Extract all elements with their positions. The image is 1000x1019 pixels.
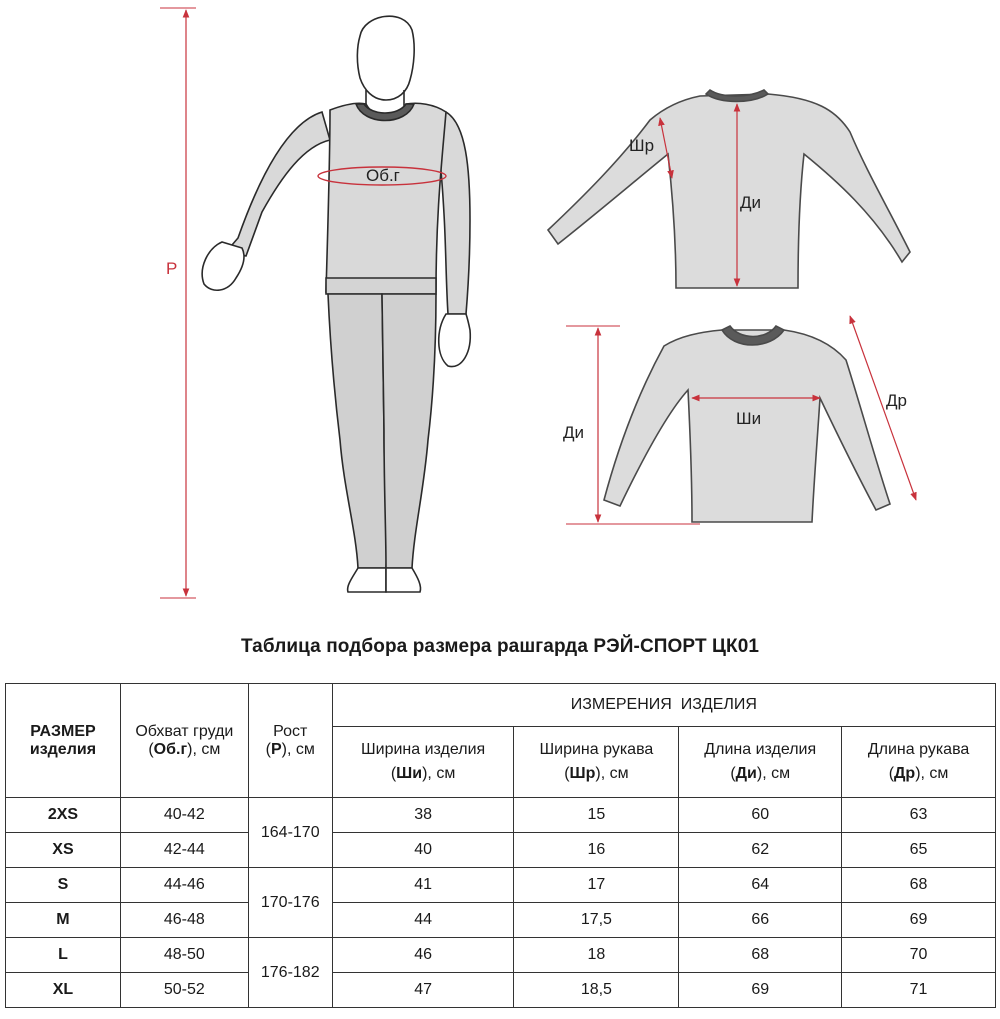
length-cell: 68 — [679, 938, 842, 973]
chest-cell: 44-46 — [120, 868, 248, 903]
width-cell: 46 — [332, 938, 514, 973]
width-cell: 38 — [332, 798, 514, 833]
height-cell: 170-176 — [248, 868, 332, 938]
length-cell: 66 — [679, 903, 842, 938]
table-row — [6, 938, 996, 973]
length-header: Длина изделия (Ди), см — [679, 727, 842, 798]
chest-header: Обхват груди (Об.г), см — [120, 684, 248, 798]
height-cell: 176-182 — [248, 938, 332, 1008]
person-figure — [202, 16, 470, 592]
back-length-label: Ди — [740, 193, 762, 212]
width-cell: 41 — [332, 868, 514, 903]
sleeve-length-cell: 65 — [842, 833, 996, 868]
chest-cell: 42-44 — [120, 833, 248, 868]
chest-cell: 48-50 — [120, 938, 248, 973]
table-row — [6, 833, 996, 868]
size-cell: 2XS — [6, 798, 121, 833]
height-cell: 164-170 — [248, 798, 332, 868]
length-cell: 62 — [679, 833, 842, 868]
length-cell: 64 — [679, 868, 842, 903]
sleeve-width-label: Шр — [629, 136, 655, 155]
sleeve-length-cell: 68 — [842, 868, 996, 903]
sleeve-width-cell: 18,5 — [514, 973, 679, 1008]
size-cell: XS — [6, 833, 121, 868]
size-table — [5, 683, 996, 1008]
width-cell: 44 — [332, 903, 514, 938]
sleeve-length-cell: 69 — [842, 903, 996, 938]
size-cell: M — [6, 903, 121, 938]
chest-label: Об.г — [366, 166, 400, 185]
width-cell: 40 — [332, 833, 514, 868]
length-cell: 60 — [679, 798, 842, 833]
sleeve-length-cell: 71 — [842, 973, 996, 1008]
sleeve-width-cell: 18 — [514, 938, 679, 973]
table-row — [6, 903, 996, 938]
height-header: Рост (Р), см — [248, 684, 332, 798]
front-length-label: Ди — [563, 423, 585, 442]
chest-cell: 50-52 — [120, 973, 248, 1008]
chest-cell: 40-42 — [120, 798, 248, 833]
size-cell: XL — [6, 973, 121, 1008]
measurements-group-header: ИЗМЕРЕНИЯ ИЗДЕЛИЯ — [332, 684, 995, 727]
size-header: РАЗМЕР изделия — [6, 684, 121, 798]
size-cell: S — [6, 868, 121, 903]
length-cell: 69 — [679, 973, 842, 1008]
sleeve-width-cell: 17,5 — [514, 903, 679, 938]
sleeve-length-header: Длина рукава (Др), см — [842, 727, 996, 798]
chest-cell: 46-48 — [120, 903, 248, 938]
height-measure-line — [160, 8, 196, 598]
sleeve-width-cell: 16 — [514, 833, 679, 868]
size-cell: L — [6, 938, 121, 973]
rashguard-back-view — [548, 90, 910, 288]
sleeve-length-label: Др — [886, 391, 907, 410]
sleeve-width-header: Ширина рукава (Шр), см — [514, 727, 679, 798]
table-title: Таблица подбора размера рашгарда РЭЙ-СПОРТ ЦК01 — [240, 636, 760, 657]
sleeve-width-cell: 15 — [514, 798, 679, 833]
table-row — [6, 973, 996, 1008]
sleeve-length-cell: 63 — [842, 798, 996, 833]
table-row — [6, 868, 996, 903]
width-header: Ширина изделия (Ши), см — [332, 727, 514, 798]
sleeve-width-cell: 17 — [514, 868, 679, 903]
width-label: Ши — [736, 409, 762, 428]
table-row — [6, 798, 996, 833]
width-cell: 47 — [332, 973, 514, 1008]
sleeve-length-cell: 70 — [842, 938, 996, 973]
height-label: Р — [166, 259, 178, 278]
